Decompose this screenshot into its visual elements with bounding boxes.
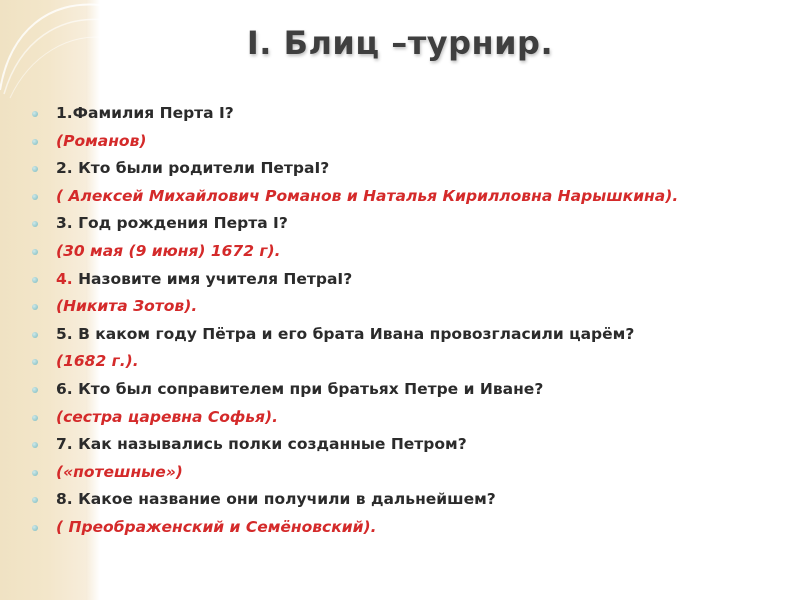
question-item: [30, 321, 790, 349]
question-item: [30, 210, 790, 238]
answer-item: [30, 293, 790, 321]
question-text: 1.Фамилия Перта I?: [56, 104, 234, 122]
question-item: [30, 431, 790, 459]
answer-item: [30, 238, 790, 266]
question-item: [30, 155, 790, 183]
bullet-icon: [32, 194, 38, 200]
slide-title: I. Блиц –турнир.: [246, 24, 554, 62]
bullet-icon: [32, 332, 38, 338]
bullet-icon: [32, 359, 38, 365]
question-text: [56, 270, 352, 288]
question-text: 6. Кто был соправителем при братьях Петре и Иване?: [56, 379, 544, 398]
answer-item: [30, 404, 790, 432]
bullet-icon: [32, 304, 38, 310]
answer-text: («потешные»): [56, 462, 183, 481]
bullet-icon: [32, 111, 38, 117]
answer-item: [30, 459, 790, 487]
answer-item: [30, 183, 790, 211]
quiz-list: [30, 100, 790, 542]
question-text: 3. Год рождения Перта I?: [56, 214, 288, 233]
bullet-icon: [32, 415, 38, 421]
answer-item: [30, 514, 790, 542]
question-text: 7. Как назывались полки созданные Петром?: [56, 435, 467, 454]
question-text: 8. Какое название они получили в дальнейшем?: [56, 490, 496, 509]
bullet-icon: [32, 387, 38, 393]
question-item: [30, 100, 790, 128]
bullet-icon: [32, 525, 38, 531]
question-item: [30, 486, 790, 514]
bullet-icon: [32, 470, 38, 476]
answer-text: (1682 г.).: [56, 352, 139, 371]
answer-item: [30, 348, 790, 376]
answer-text: (сестра царевна Софья).: [56, 407, 278, 426]
question-body: Назовите имя учителя ПетраI?: [72, 269, 353, 288]
bullet-icon: [32, 277, 38, 283]
answer-text: (30 мая (9 июня) 1672 г).: [56, 241, 281, 260]
bullet-icon: [32, 249, 38, 255]
bullet-icon: [32, 166, 38, 172]
answer-text: (Романов): [56, 131, 147, 150]
question-item: [30, 376, 790, 404]
bullet-icon: [32, 139, 38, 145]
question-number: 4.: [56, 269, 73, 288]
bullet-icon: [32, 442, 38, 448]
question-item: [30, 266, 790, 294]
answer-text: ( Преображенский и Семёновский).: [56, 517, 377, 536]
question-text: 2. Кто были родители ПетраI?: [56, 159, 330, 178]
bullet-icon: [32, 497, 38, 503]
bullet-icon: [32, 221, 38, 227]
answer-text: (Никита Зотов).: [56, 297, 198, 316]
answer-text: ( Алексей Михайлович Романов и Наталья Кирилловна Нарышкина).: [56, 186, 679, 205]
question-text: 5. В каком году Пётра и его брата Ивана провозгласили царём?: [56, 324, 635, 343]
answer-item: [30, 128, 790, 156]
